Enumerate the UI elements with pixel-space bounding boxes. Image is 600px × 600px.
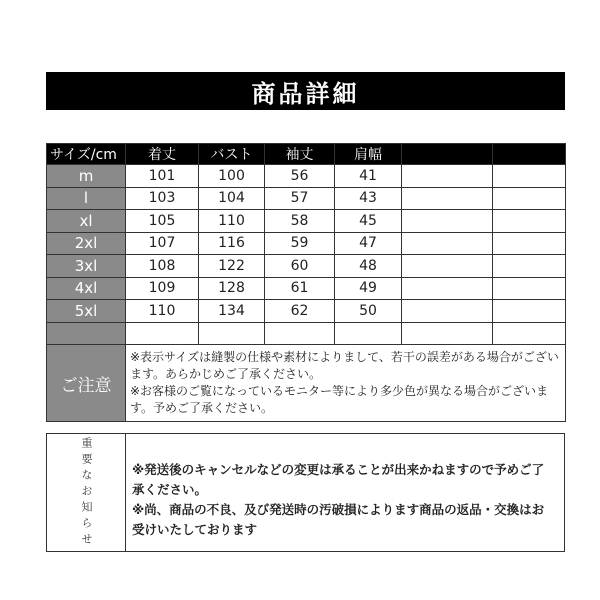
size-table [46, 143, 566, 422]
shoulder-cell: 41 [335, 165, 402, 188]
length-cell: 110 [126, 300, 199, 323]
empty-cell [402, 165, 493, 188]
size-label: xl [47, 210, 126, 233]
header-sleeve: 袖丈 [265, 144, 335, 165]
empty-cell [402, 232, 493, 255]
shoulder-cell: 45 [335, 210, 402, 233]
sleeve-cell: 60 [265, 255, 335, 278]
empty-cell [402, 210, 493, 233]
empty-label-cell [47, 322, 126, 345]
table-row [47, 255, 566, 278]
bust-cell: 100 [199, 165, 265, 188]
table-row [47, 187, 566, 210]
size-label: 4xl [47, 277, 126, 300]
notice-label-cell [47, 434, 126, 551]
shoulder-cell: 43 [335, 187, 402, 210]
empty-cell [493, 255, 566, 278]
length-cell: 109 [126, 277, 199, 300]
table-row [47, 232, 566, 255]
table-row [47, 277, 566, 300]
sleeve-cell: 58 [265, 210, 335, 233]
table-row-empty [47, 322, 566, 345]
important-notice-box [46, 433, 565, 552]
header-size: サイズ/cm [47, 144, 126, 165]
notice-text [126, 434, 564, 551]
caution-text [126, 345, 566, 422]
sleeve-cell: 62 [265, 300, 335, 323]
table-row [47, 210, 566, 233]
empty-cell [402, 255, 493, 278]
empty-cell [335, 322, 402, 345]
size-label: l [47, 187, 126, 210]
empty-cell [493, 187, 566, 210]
length-cell: 103 [126, 187, 199, 210]
notice-line-2: ※尚、商品の不良、及び発送時の汚破損によります商品の返品・交換はお受けいたしております [132, 502, 545, 537]
header-empty [402, 144, 493, 165]
bust-cell: 122 [199, 255, 265, 278]
empty-cell [493, 300, 566, 323]
header-bust: バスト [199, 144, 265, 165]
page-title: 商品詳細 [251, 79, 360, 108]
empty-cell [493, 165, 566, 188]
length-cell: 101 [126, 165, 199, 188]
header-length: 着丈 [126, 144, 199, 165]
sleeve-cell: 57 [265, 187, 335, 210]
sleeve-cell: 56 [265, 165, 335, 188]
empty-cell [199, 322, 265, 345]
caution-row [47, 345, 566, 422]
shoulder-cell: 47 [335, 232, 402, 255]
notice-label: 重要なお知らせ [80, 436, 93, 549]
table-header-row [47, 144, 566, 165]
header-shoulder: 肩幅 [335, 144, 402, 165]
page-title-banner [46, 72, 565, 110]
size-label: 5xl [47, 300, 126, 323]
bust-cell: 104 [199, 187, 265, 210]
empty-cell [493, 210, 566, 233]
bust-cell: 128 [199, 277, 265, 300]
empty-cell [493, 277, 566, 300]
empty-cell [402, 277, 493, 300]
notice-line-1: ※発送後のキャンセルなどの変更は承ることが出来かねますので予めご了承ください。 [132, 462, 545, 497]
sleeve-cell: 61 [265, 277, 335, 300]
size-label: m [47, 165, 126, 188]
header-empty [493, 144, 566, 165]
size-label: 2xl [47, 232, 126, 255]
empty-cell [402, 187, 493, 210]
shoulder-cell: 48 [335, 255, 402, 278]
table-row [47, 300, 566, 323]
empty-cell [402, 322, 493, 345]
bust-cell: 110 [199, 210, 265, 233]
empty-cell [402, 300, 493, 323]
caution-line-1: ※表示サイズは縫製の仕様や素材によりまして、若干の誤差がある場合がございます。あらかじめご了承ください。 [130, 350, 559, 381]
length-cell: 105 [126, 210, 199, 233]
bust-cell: 116 [199, 232, 265, 255]
sleeve-cell: 59 [265, 232, 335, 255]
shoulder-cell: 49 [335, 277, 402, 300]
shoulder-cell: 50 [335, 300, 402, 323]
empty-cell [493, 322, 566, 345]
caution-line-2: ※お客様のご覧になっているモニター等により多少色が異なる場合がございます。予めご了承ください。 [130, 384, 549, 415]
length-cell: 107 [126, 232, 199, 255]
bust-cell: 134 [199, 300, 265, 323]
length-cell: 108 [126, 255, 199, 278]
empty-cell [126, 322, 199, 345]
empty-cell [493, 232, 566, 255]
size-label: 3xl [47, 255, 126, 278]
empty-cell [265, 322, 335, 345]
caution-label: ご注意 [47, 345, 126, 422]
table-row [47, 165, 566, 188]
